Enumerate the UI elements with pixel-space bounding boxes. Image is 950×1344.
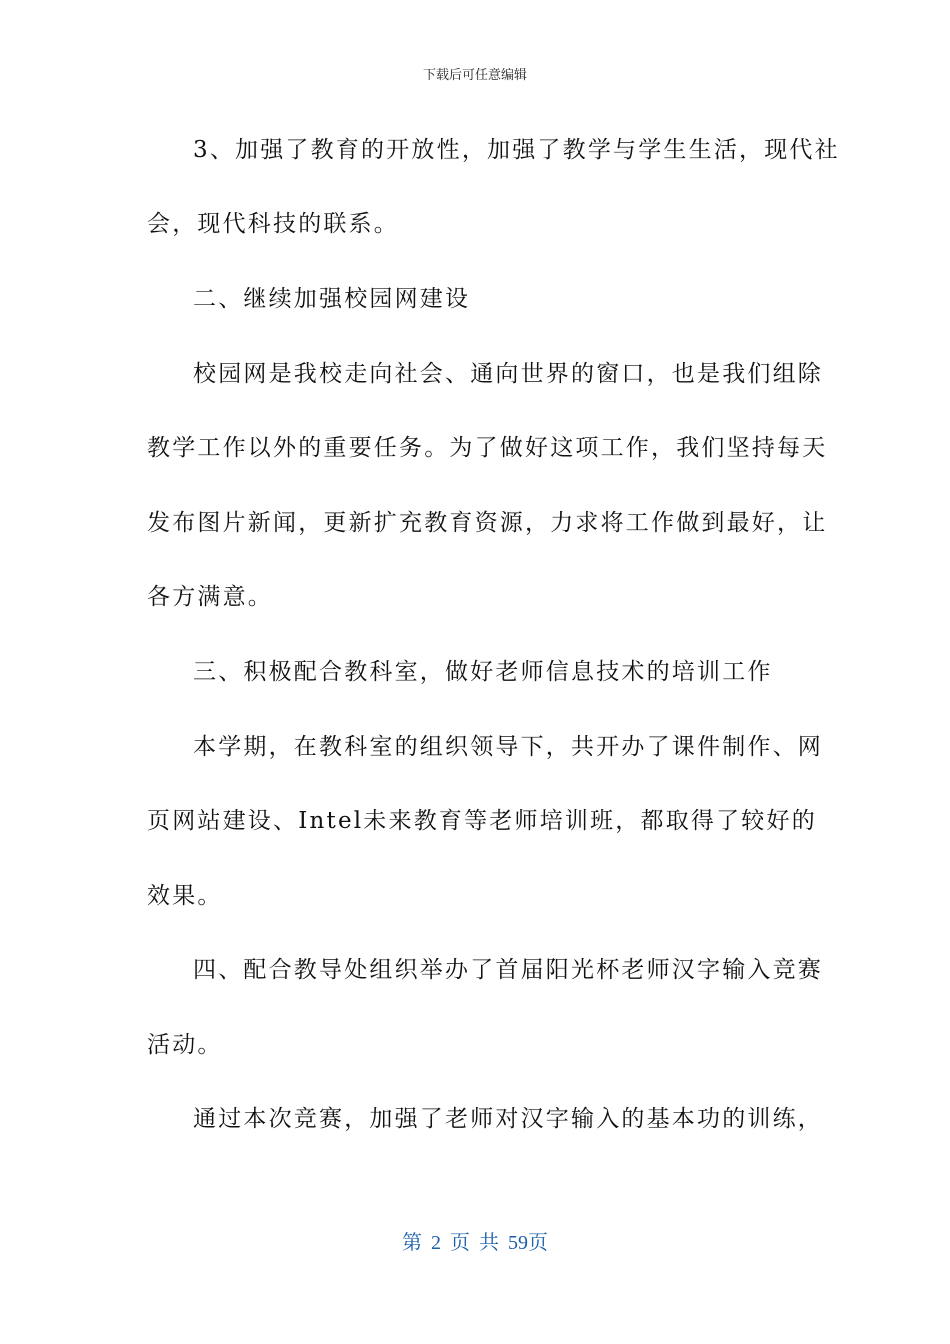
body-line: 活动。 [147, 1032, 223, 1058]
page-header-note: 下载后可任意编辑 [422, 68, 527, 83]
body-line: 效果。 [147, 883, 223, 909]
body-line: 页网站建设、Intel未来教育等老师培训班，都取得了较好的 [147, 808, 817, 834]
body-line: 通过本次竞赛，加强了老师对汉字输入的基本功的训练， [193, 1106, 823, 1132]
body-line: 发布图片新闻，更新扩充教育资源，力求将工作做到最好，让 [147, 510, 828, 536]
page-number-footer: 第 2 页 共 59页 [402, 1232, 548, 1254]
section-heading: 四、配合教导处组织举办了首届阳光杯老师汉字输入竞赛 [193, 957, 823, 983]
body-line: 3、加强了教育的开放性，加强了教学与学生生活，现代社 [193, 137, 840, 163]
section-heading: 二、继续加强校园网建设 [193, 286, 471, 312]
body-line: 会，现代科技的联系。 [147, 211, 399, 237]
body-line: 校园网是我校走向社会、通向世界的窗口，也是我们组除 [193, 361, 823, 387]
body-line: 各方满意。 [147, 584, 273, 610]
body-line: 教学工作以外的重要任务。为了做好这项工作，我们坚持每天 [147, 435, 828, 461]
section-heading: 三、积极配合教科室，做好老师信息技术的培训工作 [193, 659, 773, 685]
body-line: 本学期，在教科室的组织领导下，共开办了课件制作、网 [193, 734, 823, 760]
